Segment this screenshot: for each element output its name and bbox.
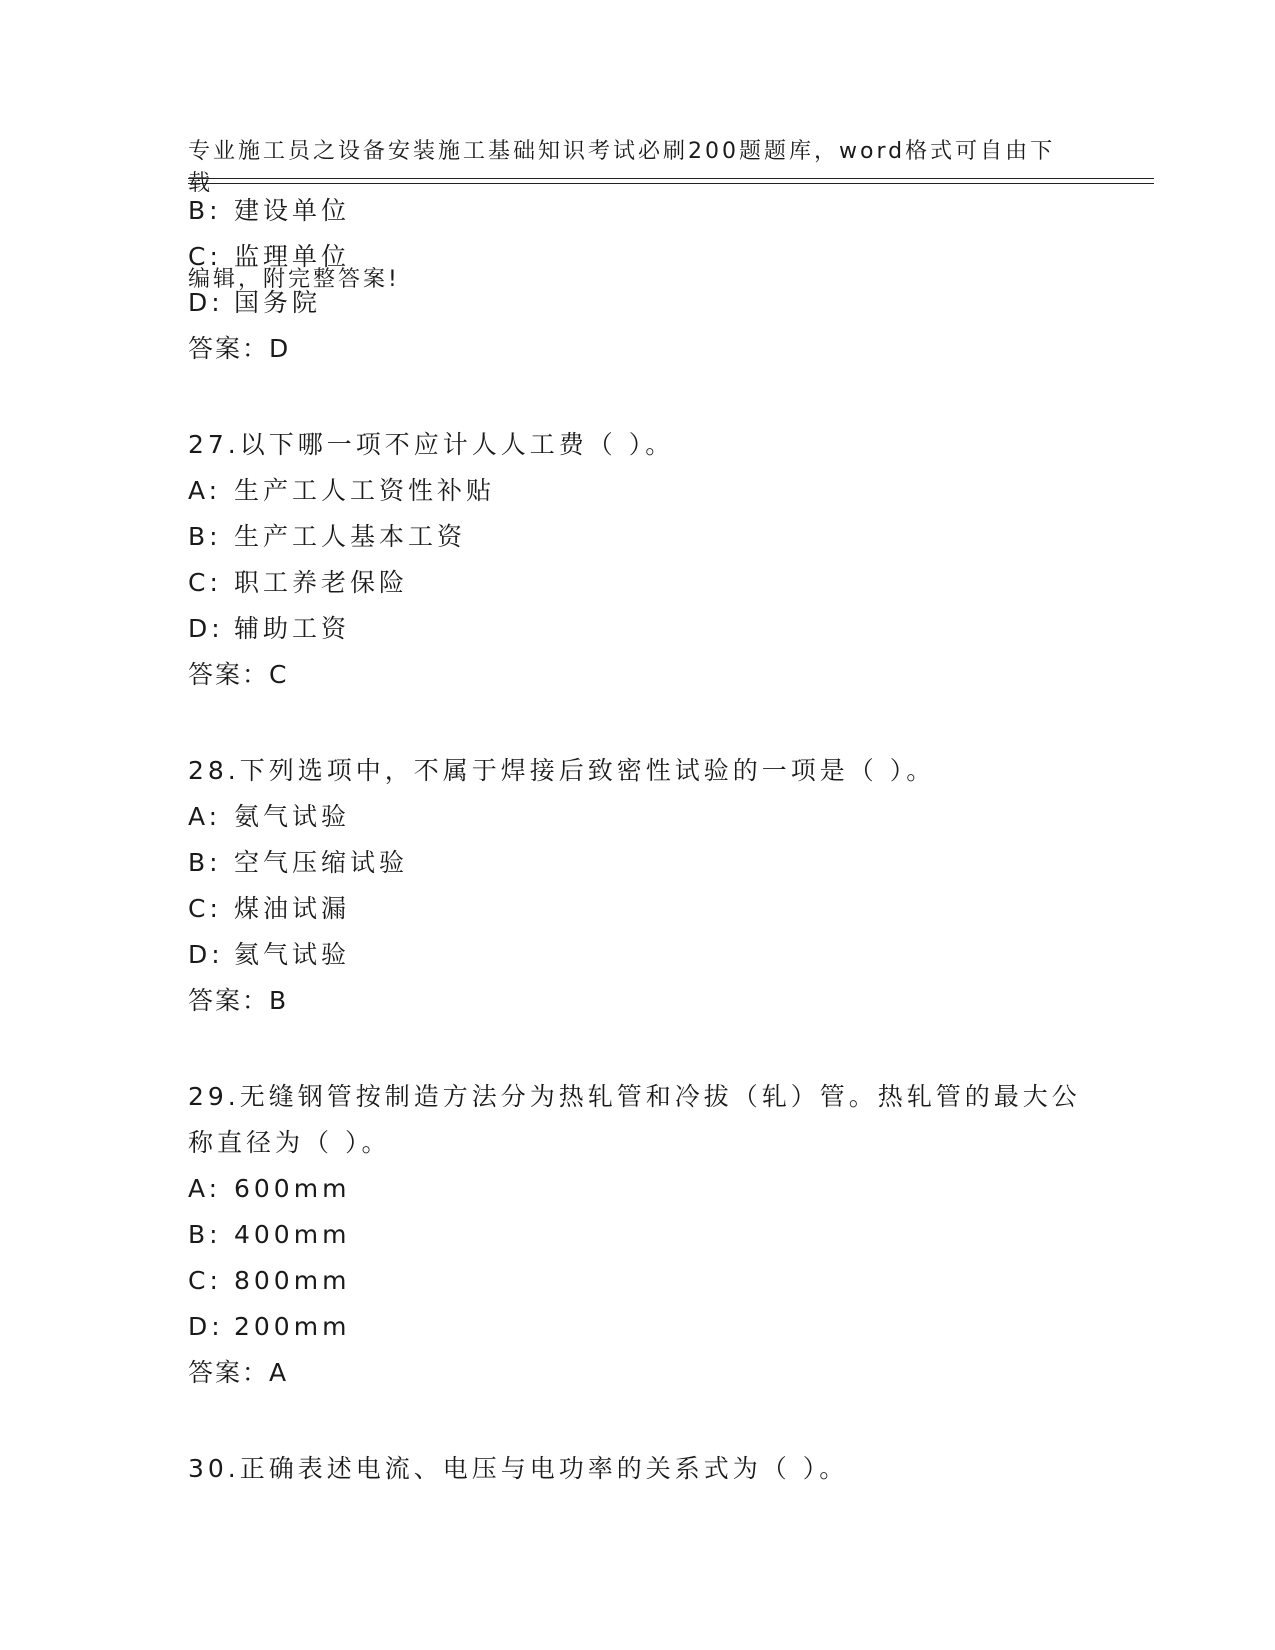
- option-letter: C:: [188, 894, 222, 923]
- option-text: 生产工人基本工资: [234, 522, 467, 551]
- option-line: [188, 1258, 1088, 1304]
- question-text-continued: 称直径为（ ）。: [188, 1128, 391, 1157]
- question-30: [188, 1446, 1088, 1492]
- option-line: [188, 606, 1088, 652]
- option-letter: B:: [188, 522, 222, 551]
- option-text: 氦气试验: [234, 940, 351, 969]
- option-letter: D:: [188, 940, 224, 969]
- option-letter: D:: [188, 288, 224, 317]
- question-text: 28.下列选项中，不属于焊接后致密性试验的一项是（ ）。: [188, 756, 936, 785]
- option-letter: B:: [188, 196, 222, 225]
- question-28: [188, 748, 1088, 1024]
- option-text: 煤油试漏: [234, 894, 351, 923]
- option-line: [188, 1304, 1088, 1350]
- option-letter: B:: [188, 1220, 222, 1249]
- question-content: [188, 188, 1088, 1492]
- answer-line: 答案：C: [188, 660, 289, 689]
- option-line: [188, 468, 1088, 514]
- answer-line: 答案：B: [188, 986, 289, 1015]
- answer-line: 答案：D: [188, 334, 291, 363]
- question-27: [188, 422, 1088, 698]
- option-text: 空气压缩试验: [234, 848, 409, 877]
- option-letter: D:: [188, 1312, 224, 1341]
- option-text: 职工养老保险: [234, 568, 409, 597]
- option-line: [188, 514, 1088, 560]
- header-line-1: 专业施工员之设备安装施工基础知识考试必刷200题题库，word格式可自由下载: [188, 139, 1056, 196]
- option-line: [188, 886, 1088, 932]
- option-letter: A:: [188, 1174, 222, 1203]
- option-letter: C:: [188, 568, 222, 597]
- option-text: 建设单位: [234, 196, 351, 225]
- option-text: 200mm: [234, 1312, 351, 1341]
- option-letter: C:: [188, 1266, 222, 1295]
- option-line: [188, 234, 1088, 280]
- option-line: [188, 1166, 1088, 1212]
- question-29: [188, 1074, 1088, 1396]
- option-line: [188, 560, 1088, 606]
- question-text: 29.无缝钢管按制造方法分为热轧管和冷拔（轧）管。热轧管的最大公: [188, 1082, 1081, 1111]
- option-text: 国务院: [234, 288, 322, 317]
- header-line-2: 编辑，附完整答案!: [188, 267, 400, 292]
- option-letter: A:: [188, 476, 222, 505]
- option-line: [188, 932, 1088, 978]
- option-letter: B:: [188, 848, 222, 877]
- option-line: [188, 280, 1088, 326]
- option-letter: C:: [188, 242, 222, 271]
- header-divider: [188, 178, 1154, 184]
- option-text: 氨气试验: [234, 802, 351, 831]
- answer-line: 答案：A: [188, 1358, 289, 1387]
- option-line: [188, 188, 1088, 234]
- option-text: 辅助工资: [234, 614, 351, 643]
- option-line: [188, 794, 1088, 840]
- option-text: 生产工人工资性补贴: [234, 476, 496, 505]
- option-text: 600mm: [234, 1174, 351, 1203]
- option-letter: D:: [188, 614, 224, 643]
- option-line: [188, 1212, 1088, 1258]
- question-text: 27.以下哪一项不应计人人工费（ ）。: [188, 430, 675, 459]
- option-line: [188, 840, 1088, 886]
- partial-question: [188, 188, 1088, 372]
- option-text: 400mm: [234, 1220, 351, 1249]
- option-text: 800mm: [234, 1266, 351, 1295]
- option-letter: A:: [188, 802, 222, 831]
- option-text: 监理单位: [234, 242, 351, 271]
- question-text: 30.正确表述电流、电压与电功率的关系式为（ ）。: [188, 1454, 849, 1483]
